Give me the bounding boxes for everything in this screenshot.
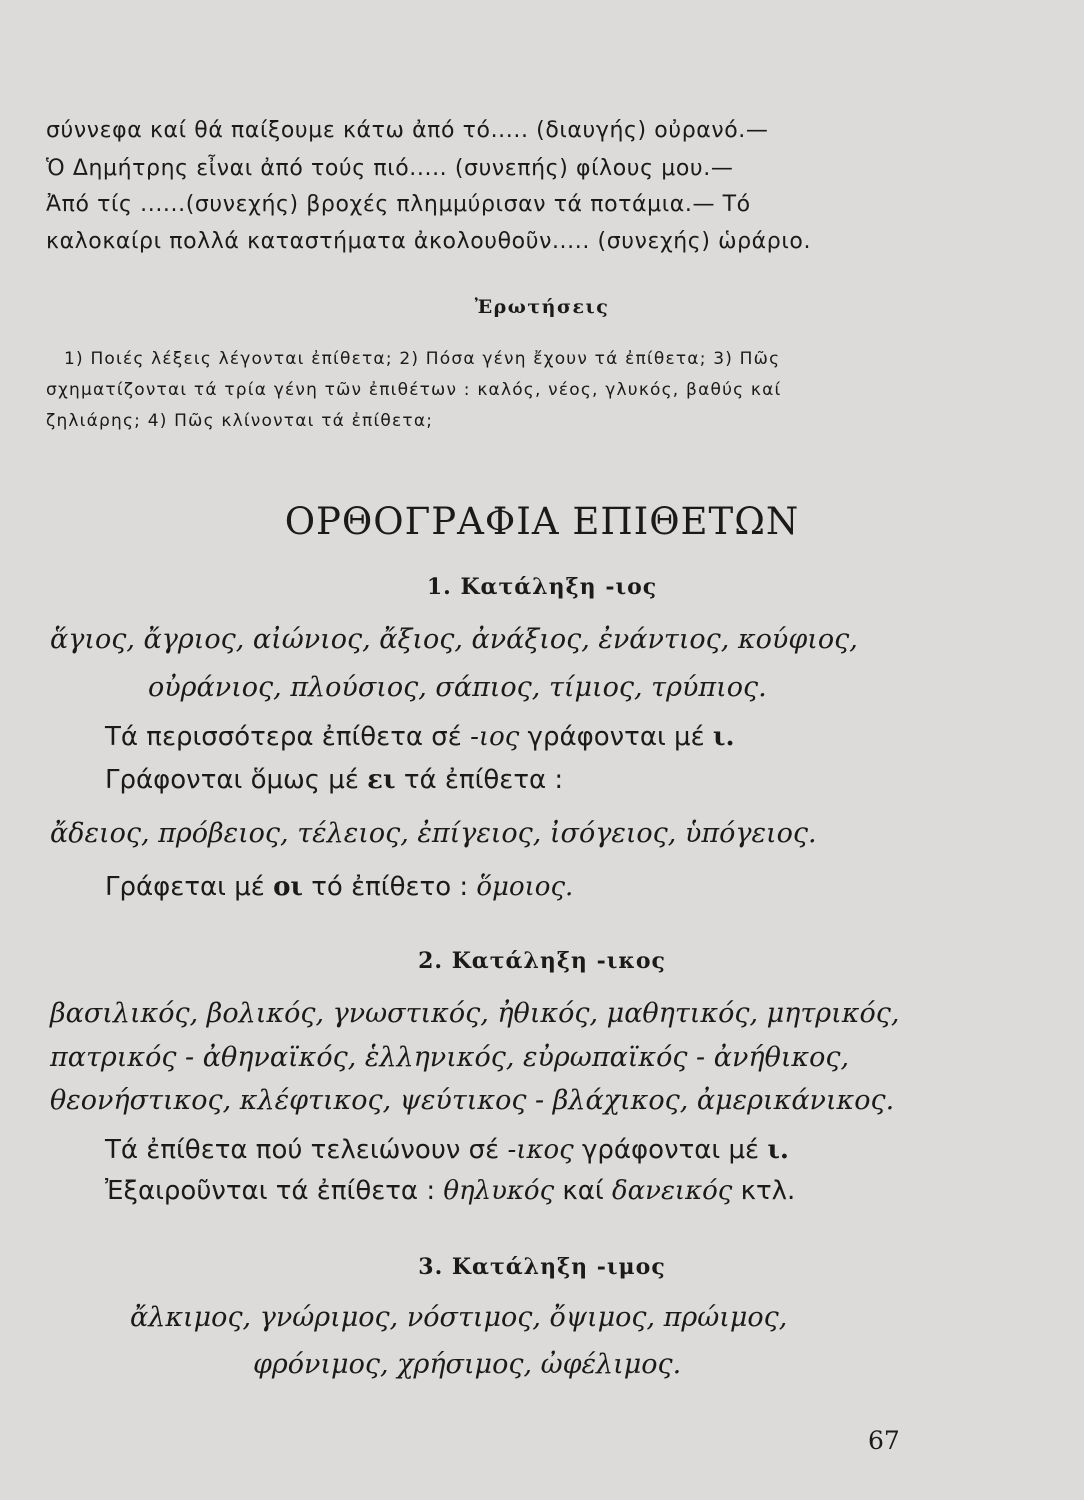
questions-line-3: ζηλιάρης; 4) Πῶς κλίνονται τά ἐπίθετα; — [46, 411, 434, 431]
exercise-line-1: σύννεφα καί θά παίξουμε κάτω ἀπό τό..... (διαυγής) οὐρανό.— — [46, 118, 769, 143]
section-1-rule-2: Γράφονται ὅμως μέ ει τά ἐπίθετα : — [105, 765, 564, 795]
section-1-examples-line-2: οὐράνιος, πλούσιος, σάπιος, τίμιος, τρύπιος. — [148, 672, 767, 703]
section-1-rule-1: Τά περισσότερα ἐπίθετα σέ -ιος γράφονται μέ ι. — [105, 722, 735, 752]
section-2-examples-line-1: βασιλικός, βολικός, γνωστικός, ἠθικός, μαθητικός, μητρικός, — [50, 998, 900, 1029]
section-3-examples-line-2: φρόνιμος, χρήσιμος, ὠφέλιμος. — [253, 1349, 682, 1380]
section-1-examples-line-1: ἅγιος, ἄγριος, αἰώνιος, ἄξιος, ἀνάξιος, ἐνάντιος, κούφιος, — [50, 624, 858, 655]
section-2-rule-1: Τά ἐπίθετα πού τελειώνουν σέ -ικος γράφονται μέ ι. — [105, 1135, 789, 1165]
questions-line-1: 1) Ποιές λέξεις λέγονται ἐπίθετα; 2) Πόσα γένη ἔχουν τά ἐπίθετα; 3) Πῶς — [64, 349, 781, 369]
page-title: ΟΡΘΟΓΡΑΦΙΑ ΕΠΙΘΕΤΩΝ — [284, 500, 800, 543]
section-1-rule-3: Γράφεται μέ οι τό ἐπίθετο : ὅμοιος. — [105, 872, 574, 902]
page-number: 67 — [868, 1426, 900, 1455]
section-2-heading: 2. Κατάληξη -ικος — [418, 948, 666, 974]
section-1-heading: 1. Κατάληξη -ιος — [426, 574, 658, 600]
section-1-examples-2: ἄδειος, πρόβειος, τέλειος, ἐπίγειος, ἰσόγειος, ὑπόγειος. — [50, 818, 817, 849]
section-2-examples-line-2: πατρικός - ἀθηναϊκός, ἑλληνικός, εὐρωπαϊκός - ἀνήθικος, — [50, 1042, 850, 1073]
exercise-line-4: καλοκαίρι πολλά καταστήματα ἀκολουθοῦν..... (συνεχής) ὡράριο. — [46, 229, 812, 254]
exercise-line-3: Ἀπό τίς ......(συνεχής) βροχές πλημμύρισαν τά ποτάμια.— Τό — [46, 192, 751, 217]
section-2-rule-2: Ἐξαιροῦνται τά ἐπίθετα : θηλυκός καί δανεικός κτλ. — [105, 1176, 796, 1206]
questions-line-2: σχηματίζονται τά τρία γένη τῶν ἐπιθέτων : καλός, νέος, γλυκός, βαθύς καί — [46, 380, 782, 400]
section-3-examples-line-1: ἄλκιμος, γνώριμος, νόστιμος, ὄψιμος, πρώιμος, — [130, 1302, 788, 1333]
section-3-heading: 3. Κατάληξη -ιμος — [418, 1254, 666, 1280]
questions-heading: Ἐρωτήσεις — [474, 296, 610, 318]
exercise-line-2: Ὁ Δημήτρης εἶναι ἀπό τούς πιό..... (συνεπής) φίλους μου.— — [46, 156, 734, 181]
section-2-examples-line-3: θεονήστικος, κλέφτικος, ψεύτικος - βλάχικος, ἀμερικάνικος. — [50, 1085, 895, 1116]
